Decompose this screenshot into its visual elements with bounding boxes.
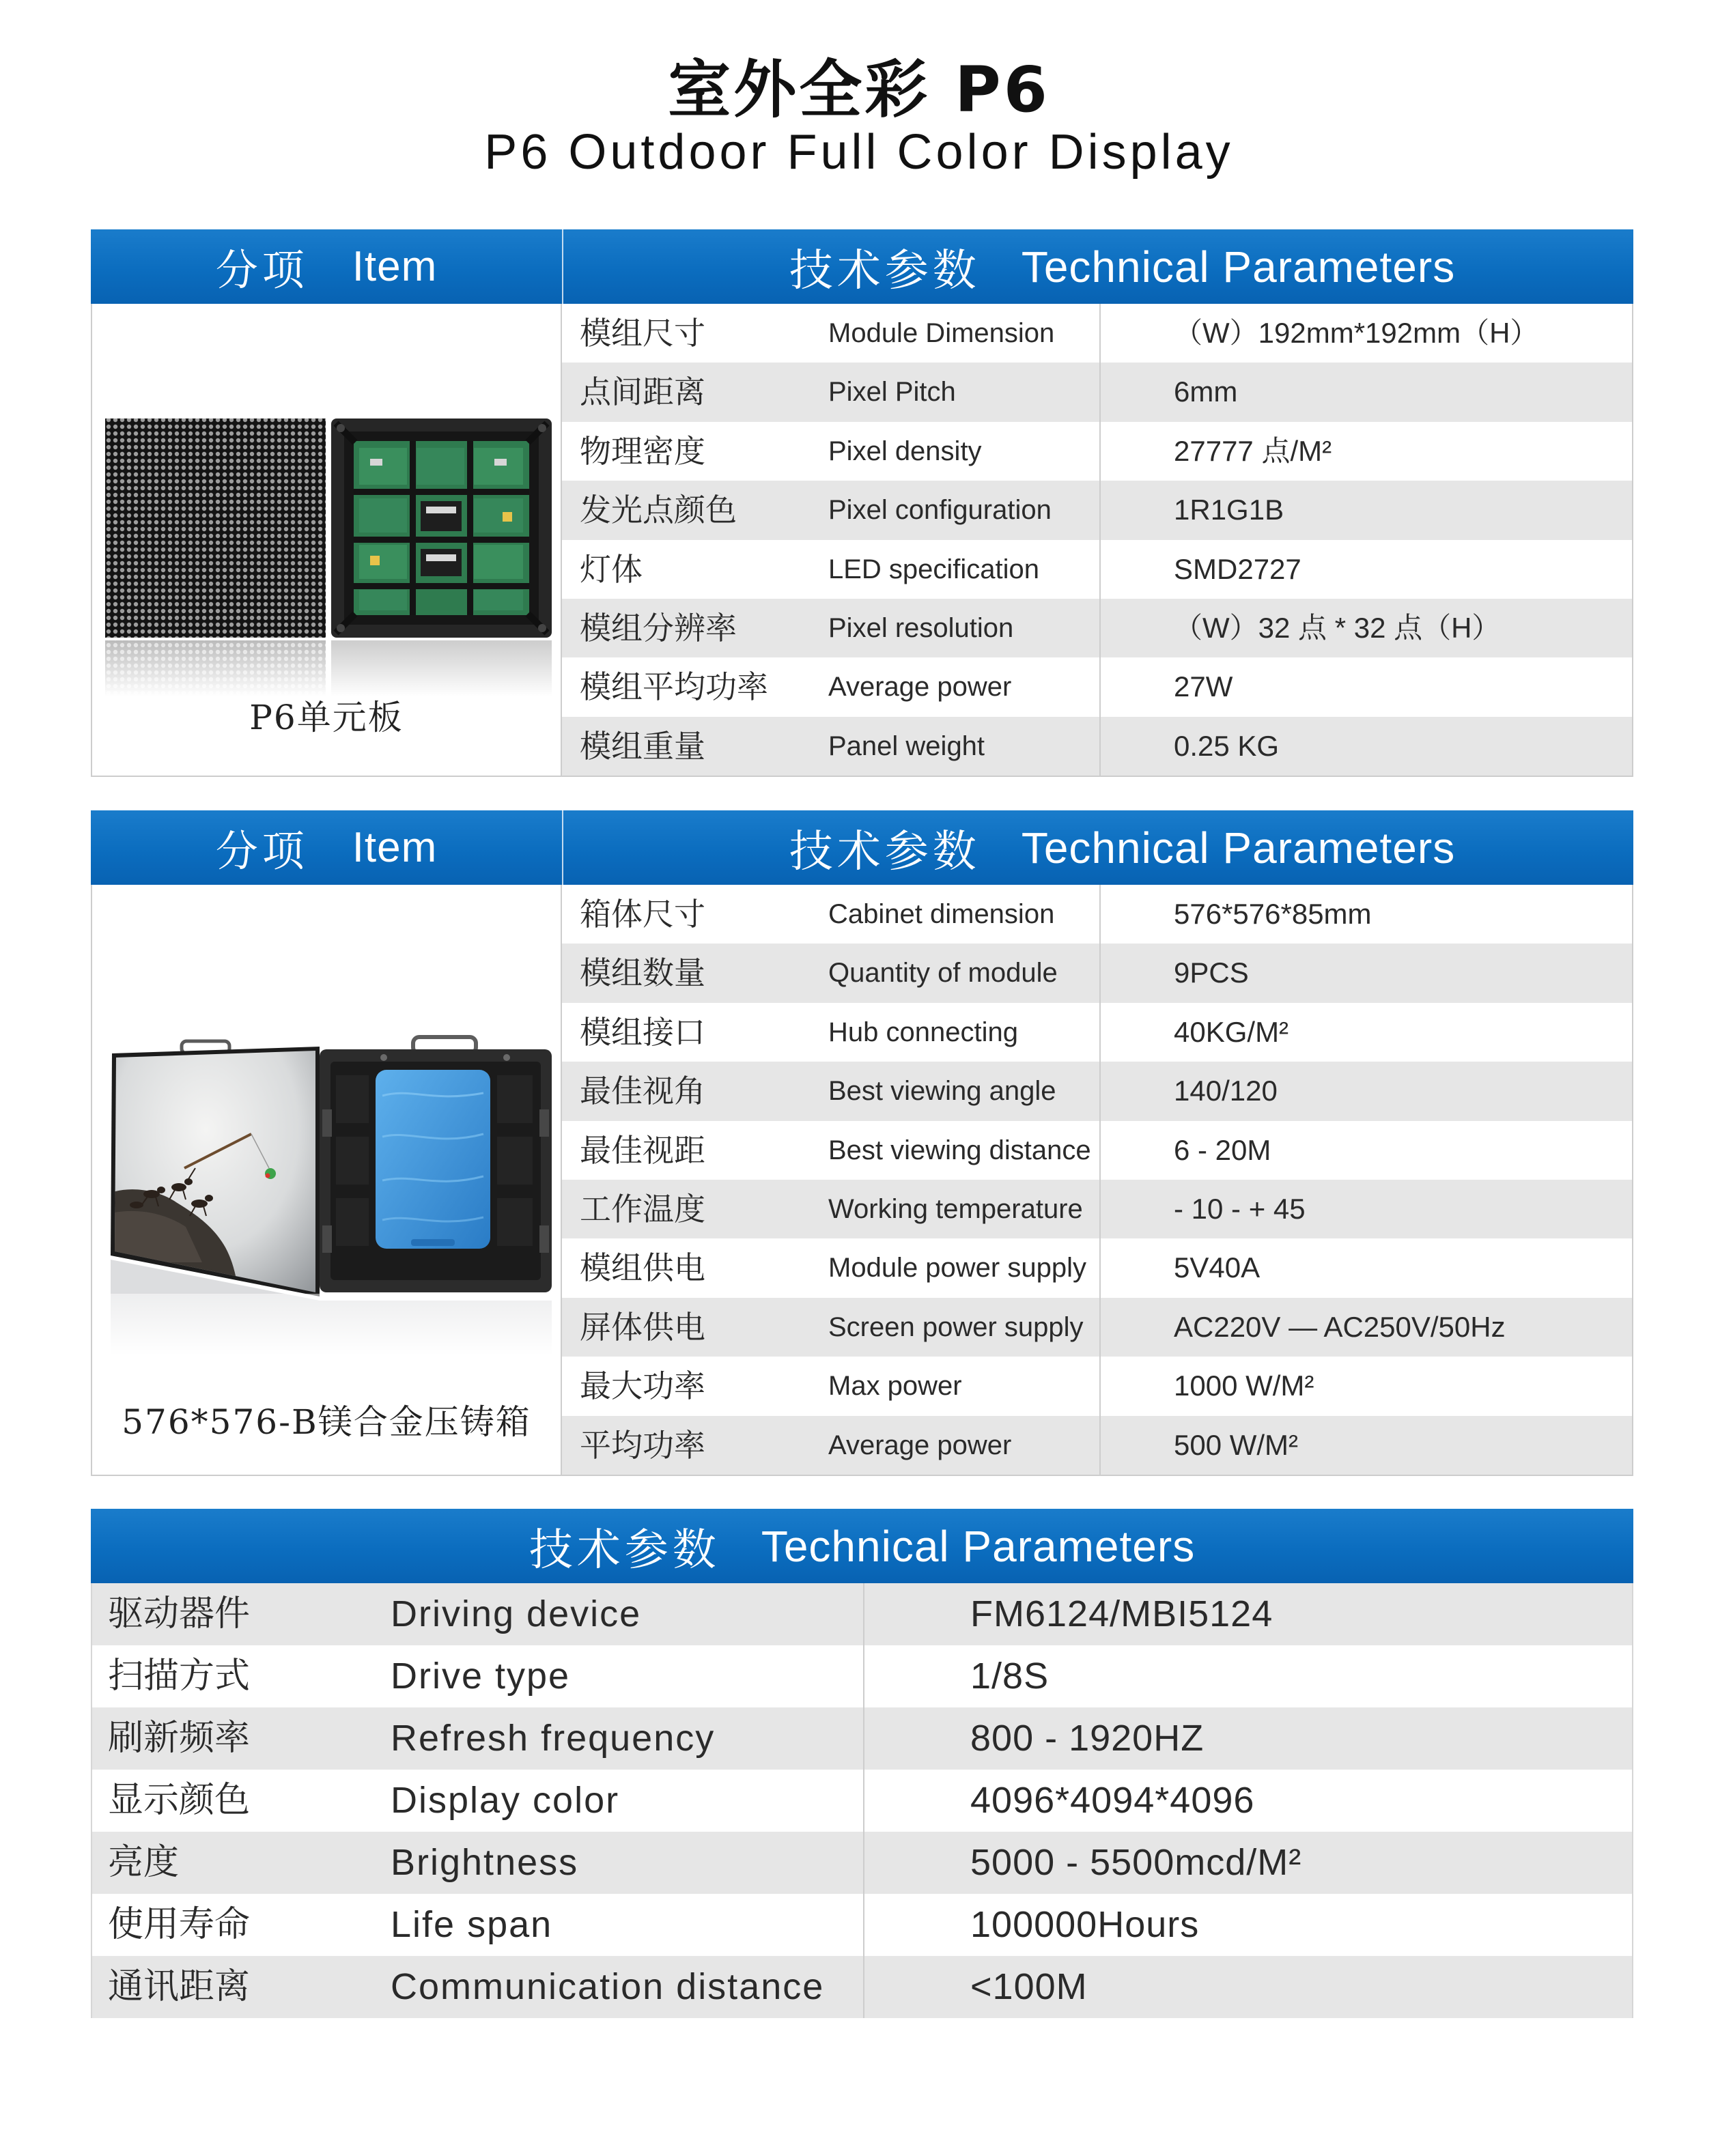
column-divider	[1099, 481, 1101, 539]
spec-row	[562, 481, 1632, 539]
spec-row	[92, 1894, 1632, 1956]
param-name-zh: 物理密度	[580, 433, 705, 469]
param-name-en: Pixel density	[828, 436, 982, 466]
image-caption: 576*576-B镁合金压铸箱	[122, 1402, 531, 1442]
spec-rows	[92, 1583, 1632, 2018]
param-value: 27W	[1174, 670, 1233, 703]
param-name-zh: 刷新频率	[108, 1718, 251, 1758]
column-divider	[1099, 1357, 1101, 1415]
spec-row	[92, 1832, 1632, 1894]
table-header	[91, 229, 1633, 304]
header-item-en: Item	[352, 243, 438, 290]
header-params-zh: 技术参数	[529, 1524, 720, 1574]
column-divider	[1099, 599, 1101, 657]
header-item-zh: 分项	[215, 247, 309, 294]
param-name-zh: 灯体	[580, 551, 643, 587]
header-params-zh: 技术参数	[789, 245, 981, 295]
column-divider	[1099, 717, 1101, 776]
column-divider	[863, 1770, 864, 1832]
spec-row	[92, 1770, 1632, 1832]
param-name-en: Drive type	[391, 1656, 571, 1697]
param-name-en: Best viewing distance	[828, 1135, 1091, 1165]
table-body	[91, 1583, 1633, 2018]
param-name-zh: 工作温度	[580, 1191, 705, 1227]
header-item-cell	[91, 229, 562, 304]
param-name-zh: 最大功率	[580, 1368, 705, 1404]
header-params-cell	[91, 1509, 1633, 1583]
column-divider	[1099, 1416, 1101, 1475]
technical-parameters-table	[91, 1509, 1633, 2018]
param-value: - 10 - + 45	[1174, 1192, 1306, 1225]
param-value: 1/8S	[970, 1656, 1050, 1697]
param-name-en: Average power	[828, 1430, 1012, 1460]
spec-row	[562, 1003, 1632, 1062]
spec-row	[562, 885, 1632, 944]
param-value: FM6124/MBI5124	[970, 1593, 1273, 1634]
param-name-en: Panel weight	[828, 731, 985, 761]
header-params-en: Technical Parameters	[1021, 823, 1456, 873]
spec-row	[562, 1416, 1632, 1475]
param-value: （W）192mm*192mm（H）	[1174, 317, 1539, 349]
param-name-en: Average power	[828, 672, 1012, 703]
param-name-zh: 最佳视距	[580, 1132, 705, 1168]
param-name-zh: 亮度	[108, 1843, 180, 1882]
param-name-zh: 使用寿命	[108, 1905, 251, 1944]
column-divider	[1099, 363, 1101, 421]
param-value: 1R1G1B	[1174, 494, 1284, 526]
spec-row	[92, 1956, 1632, 2018]
spec-row	[562, 717, 1632, 776]
param-value: 1000 W/M²	[1174, 1370, 1314, 1402]
cabinet-back	[320, 1037, 552, 1292]
param-name-en: Pixel Pitch	[828, 377, 956, 408]
param-name-en: Pixel resolution	[828, 612, 1014, 643]
param-name-zh: 点间距离	[580, 374, 705, 410]
p6-module-image	[105, 410, 552, 696]
param-value: 500 W/M²	[1174, 1428, 1299, 1461]
column-divider	[1099, 1121, 1101, 1180]
param-value: 6mm	[1174, 375, 1238, 408]
param-name-zh: 显示颜色	[108, 1781, 251, 1820]
spec-row	[562, 540, 1632, 599]
param-value: 800 - 1920HZ	[970, 1718, 1205, 1759]
spec-row	[92, 1583, 1632, 1645]
spec-row	[562, 363, 1632, 421]
param-name-en: Cabinet dimension	[828, 899, 1055, 929]
param-name-en: LED specification	[828, 554, 1040, 584]
param-value: 27777 点/M²	[1174, 434, 1332, 467]
spec-rows	[562, 304, 1632, 776]
header-params-cell	[562, 229, 1633, 304]
spec-row	[562, 1238, 1632, 1297]
image-caption: P6单元板	[249, 698, 404, 737]
header-item-zh: 分项	[215, 828, 309, 875]
table-header	[91, 1509, 1633, 1583]
param-value: 5V40A	[1174, 1251, 1261, 1284]
column-divider	[863, 1956, 864, 2018]
param-value: AC220V — AC250V/50Hz	[1174, 1310, 1506, 1343]
spec-row	[562, 657, 1632, 716]
column-divider	[1099, 944, 1101, 1002]
column-divider	[863, 1894, 864, 1956]
module-spec-table	[91, 229, 1633, 777]
spec-row	[562, 422, 1632, 481]
column-divider	[1099, 1298, 1101, 1357]
table-body	[91, 885, 1633, 1476]
param-value: <100M	[970, 1966, 1088, 2007]
param-name-zh: 最佳视角	[580, 1073, 705, 1109]
param-value: 100000Hours	[970, 1904, 1200, 1945]
param-name-zh: 模组尺寸	[580, 315, 705, 351]
column-divider	[1099, 657, 1101, 716]
param-name-en: Communication distance	[391, 1966, 825, 2007]
param-value: 5000 - 5500mcd/M²	[970, 1842, 1302, 1883]
spec-row	[562, 304, 1632, 363]
column-divider	[1099, 304, 1101, 363]
header-item-cell	[91, 810, 562, 885]
param-value: 576*576*85mm	[1174, 898, 1372, 930]
spec-row	[562, 599, 1632, 657]
param-name-zh: 模组数量	[580, 955, 705, 991]
cabinet-image	[111, 1034, 554, 1355]
spec-row	[92, 1645, 1632, 1707]
column-divider	[863, 1645, 864, 1707]
column-divider	[1099, 1062, 1101, 1120]
column-divider	[1099, 1180, 1101, 1238]
param-name-en: Max power	[828, 1371, 962, 1402]
column-divider	[1099, 422, 1101, 481]
spec-row	[92, 1707, 1632, 1770]
param-name-zh: 扫描方式	[108, 1656, 251, 1696]
param-name-en: Screen power supply	[828, 1311, 1084, 1342]
param-value: 9PCS	[1174, 956, 1249, 989]
table-header	[91, 810, 1633, 885]
param-name-en: Display color	[391, 1780, 620, 1821]
param-name-zh: 驱动器件	[108, 1594, 251, 1634]
column-divider	[1099, 540, 1101, 599]
header-item-en: Item	[352, 824, 438, 871]
column-divider	[1099, 885, 1101, 944]
param-name-en: Module Dimension	[828, 318, 1055, 348]
param-value: 140/120	[1174, 1075, 1278, 1107]
param-name-en: Pixel configuration	[828, 495, 1052, 526]
param-name-en: Module power supply	[828, 1253, 1086, 1283]
param-name-en: Working temperature	[828, 1193, 1083, 1224]
module-reflection	[105, 638, 552, 696]
spec-row	[562, 1180, 1632, 1238]
param-name-zh: 通讯距离	[108, 1967, 251, 2006]
param-name-zh: 发光点颜色	[580, 492, 737, 528]
param-name-zh: 模组重量	[580, 728, 705, 764]
param-value: SMD2727	[1174, 552, 1301, 585]
module-front-face	[105, 419, 326, 638]
param-name-en: Quantity of module	[828, 958, 1058, 989]
module-back-face	[331, 419, 552, 638]
param-name-en: Driving device	[391, 1593, 642, 1634]
spec-row	[562, 944, 1632, 1002]
spec-rows	[562, 885, 1632, 1475]
param-name-en: Best viewing angle	[828, 1076, 1056, 1107]
param-value: 6 - 20M	[1174, 1133, 1271, 1166]
param-name-zh: 箱体尺寸	[580, 896, 705, 932]
header-params-en: Technical Parameters	[1021, 242, 1456, 292]
spec-row	[562, 1357, 1632, 1415]
param-name-zh: 模组接口	[580, 1014, 705, 1050]
table-body	[91, 304, 1633, 777]
param-value: 4096*4094*4096	[970, 1780, 1255, 1821]
product-image-cell	[92, 304, 562, 776]
param-name-en: Refresh frequency	[391, 1718, 716, 1759]
column-divider	[863, 1707, 864, 1770]
param-name-zh: 平均功率	[580, 1427, 705, 1463]
param-name-en: Brightness	[391, 1842, 579, 1883]
page-title: 室外全彩 P6	[668, 53, 1050, 126]
header-params-en: Technical Parameters	[761, 1521, 1196, 1571]
spec-row	[562, 1062, 1632, 1120]
param-value: 40KG/M²	[1174, 1015, 1289, 1048]
header-params-cell	[562, 810, 1633, 885]
param-name-zh: 模组供电	[580, 1250, 705, 1286]
column-divider	[1099, 1003, 1101, 1062]
param-name-zh: 模组分辨率	[580, 610, 737, 646]
page-subtitle: P6 Outdoor Full Color Display	[484, 125, 1234, 180]
header-params-zh: 技术参数	[789, 826, 981, 876]
spec-row	[562, 1121, 1632, 1180]
param-name-en: Life span	[391, 1904, 553, 1945]
spec-row	[562, 1298, 1632, 1357]
param-name-en: Hub connecting	[828, 1017, 1018, 1047]
param-name-zh: 模组平均功率	[580, 669, 768, 705]
product-image-cell	[92, 885, 562, 1475]
param-name-zh: 屏体供电	[580, 1309, 705, 1345]
column-divider	[863, 1583, 864, 1645]
param-value: 0.25 KG	[1174, 729, 1280, 762]
param-value: （W）32 点 * 32 点（H）	[1174, 611, 1501, 644]
column-divider	[1099, 1238, 1101, 1297]
column-divider	[863, 1832, 864, 1894]
cabinet-spec-table	[91, 810, 1633, 1476]
